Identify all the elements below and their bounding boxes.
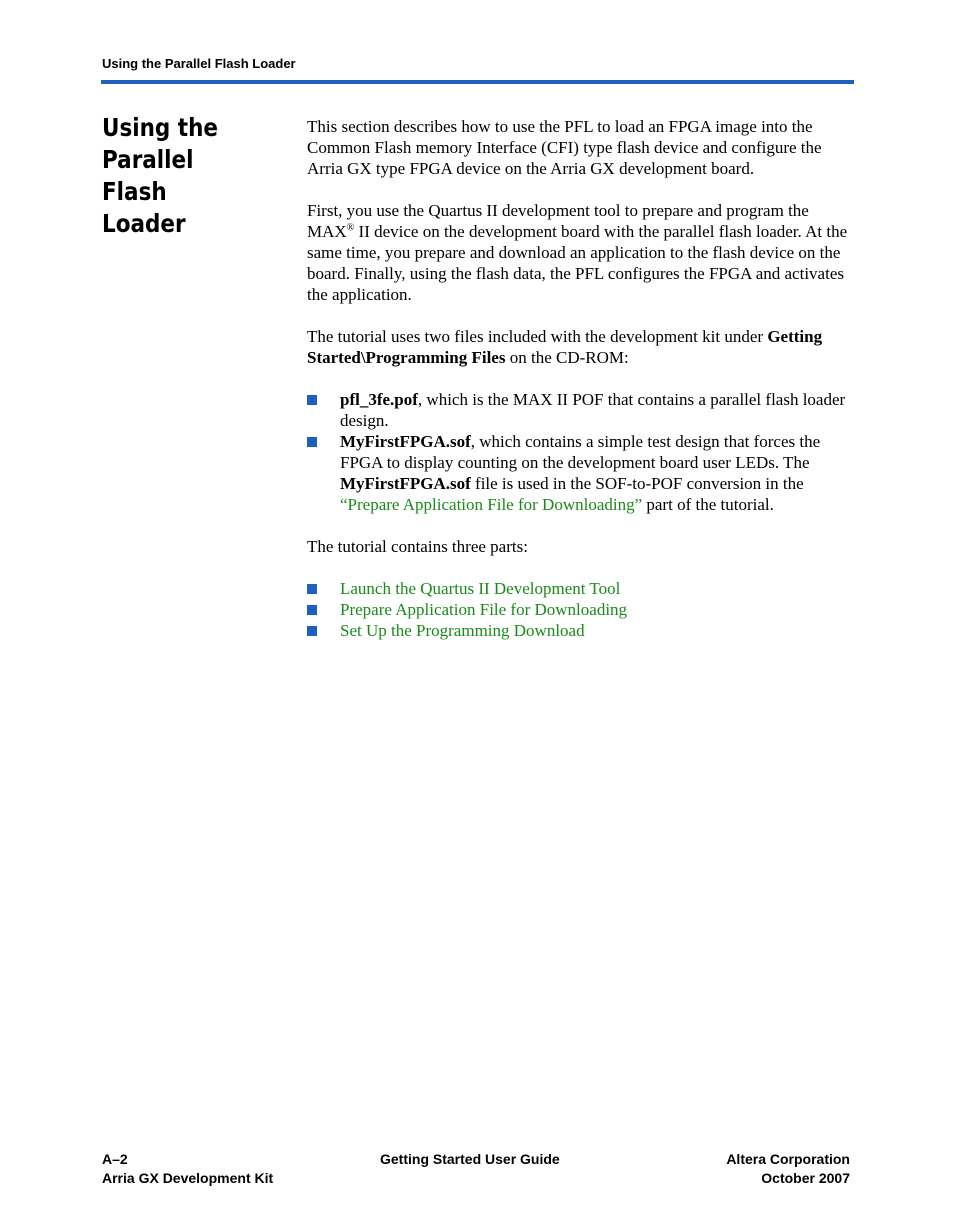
footer-right — [726, 1150, 850, 1188]
cross-reference-link[interactable]: “Prepare Application File for Downloading” — [340, 495, 643, 514]
list-item — [307, 389, 855, 431]
files-text: on the CD-ROM: — [505, 348, 629, 367]
files-path: Getting Started\Programming Files — [307, 327, 823, 367]
file-description: file is used in the SOF-to-POF conversion in the — [470, 474, 804, 493]
overview-text: II device on the development board with the parallel flash loader. At the same time, you prepare and download an application to the flash device on the board. Finally, using the flash data, the PFL configures the FPGA and activates the application. — [307, 222, 848, 304]
section-title — [102, 112, 265, 240]
list-item — [307, 620, 855, 641]
file-list — [307, 389, 855, 515]
files-text: The tutorial uses two files included with the development kit under — [307, 327, 768, 346]
bullet-icon — [307, 395, 317, 405]
files-paragraph — [307, 326, 855, 368]
page-number: A–2 — [102, 1151, 128, 1167]
header-rule — [101, 80, 854, 84]
section-title-line: Parallel Flash — [102, 145, 194, 206]
parts-paragraph: The tutorial contains three parts: — [307, 537, 528, 556]
kit-name: Arria GX Development Kit — [102, 1170, 274, 1186]
part-link-setup[interactable]: Set Up the Programming Download — [340, 621, 585, 640]
list-item — [307, 599, 855, 620]
file-name: MyFirstFPGA.sof — [340, 474, 471, 493]
running-header: Using the Parallel Flash Loader — [102, 56, 296, 71]
overview-paragraph — [307, 200, 855, 305]
file-description: , which is the MAX II POF that contains a parallel flash loader design. — [340, 390, 846, 430]
bullet-icon — [307, 584, 317, 594]
company-name: Altera Corporation — [726, 1151, 850, 1167]
section-title-line: Using the — [102, 113, 218, 142]
registered-mark: ® — [346, 222, 355, 234]
footer-left — [102, 1150, 273, 1188]
bullet-icon — [307, 626, 317, 636]
list-item — [307, 578, 855, 599]
file-description: part of the tutorial. — [642, 495, 774, 514]
overview-text: First, you use the Quartus II development tool to prepare and program the MAX — [307, 201, 809, 241]
file-description: , which contains a simple test design that forces the FPGA to display counting on the development board user LEDs. The — [340, 432, 821, 472]
intro-paragraph: This section describes how to use the PFL to load an FPGA image into the Common Flash memory Interface (CFI) type flash device and configure the Arria GX type FPGA device on the Arria GX development board. — [307, 117, 822, 178]
list-item — [307, 431, 855, 515]
part-link-launch[interactable]: Launch the Quartus II Development Tool — [340, 579, 621, 598]
parts-list — [307, 578, 855, 641]
section-title-line: Loader — [102, 209, 186, 238]
body-text — [307, 116, 855, 662]
part-link-prepare[interactable]: Prepare Application File for Downloading — [340, 600, 628, 619]
bullet-icon — [307, 605, 317, 615]
bullet-icon — [307, 437, 317, 447]
file-name: pfl_3fe.pof — [340, 390, 418, 409]
publication-date: October 2007 — [761, 1170, 850, 1186]
file-name: MyFirstFPGA.sof — [340, 432, 471, 451]
guide-title: Getting Started User Guide — [380, 1151, 560, 1167]
